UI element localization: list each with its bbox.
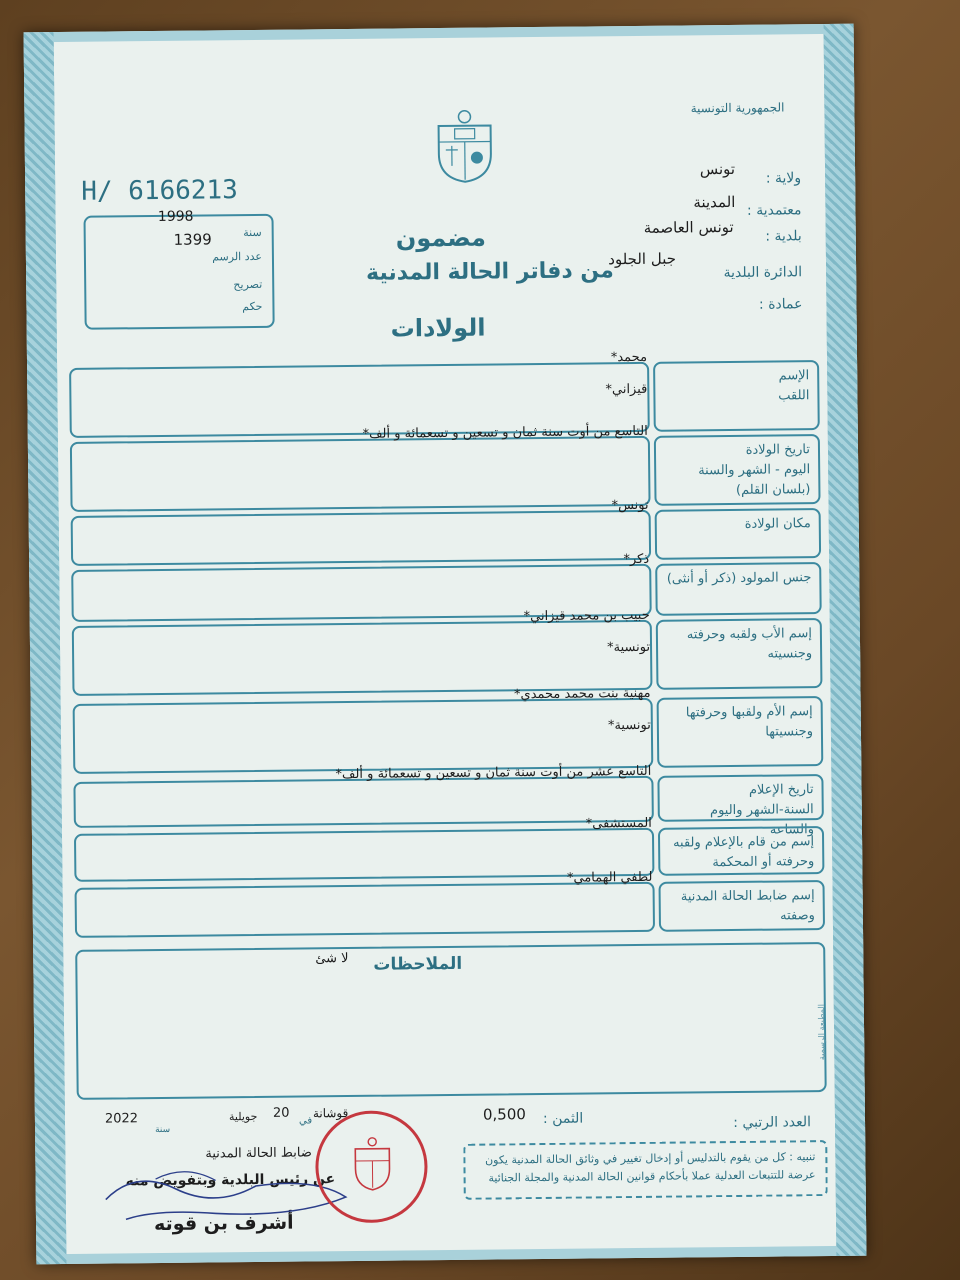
field-value-box-birth-date [70, 436, 651, 512]
field-label-birth-date [654, 434, 821, 506]
year-value: 1998 [157, 208, 194, 225]
field-value-mother-1: تونسية* [607, 717, 651, 734]
notes-label: الملاحظات [373, 953, 463, 975]
issue-year: 2022 [104, 1111, 139, 1127]
field-label-line: تاريخ الإعلام [748, 782, 814, 798]
municipality-value: تونس العاصمة [643, 217, 734, 237]
day-prefix: في [298, 1115, 313, 1127]
issue-month: جويلية [228, 1109, 258, 1124]
republic-label: الجمهورية التونسية [690, 100, 785, 116]
price-value: 0,500 [482, 1105, 526, 1124]
field-label-sex [655, 562, 822, 616]
title-line-2: من دفاتر الحالة المدنية [365, 258, 614, 286]
field-label-line: إسم ضابط الحالة المدنية [680, 888, 815, 905]
field-label-officer [659, 880, 826, 932]
field-value-birth-date-0: التاسع من أوت سنة ثمان و تسعين و تسعمائة و ألف* [362, 423, 648, 442]
field-label-line: وصفته [779, 908, 815, 924]
title-line-3: الولادات [390, 313, 486, 343]
field-label-name [653, 360, 820, 432]
field-value-name-0: محمد* [610, 349, 648, 366]
legal-notice: تنبيه : كل من يقوم بالتدليس أو إدخال تغيير في وثائق الحالة المدنية يكون عرضة للتتبعات العدلية عملا بأحكام قوانين الحالة المدنية والمجلة الجنائية [463, 1140, 828, 1200]
field-label-line: تاريخ الولادة [745, 442, 811, 458]
field-label-line: إسم الأم ولقبها وحرفتها [685, 704, 813, 721]
price-label: الثمن : [542, 1110, 584, 1127]
officer-label: ضابط الحالة المدنية [205, 1145, 312, 1162]
field-label-line: وجنسيتها [765, 724, 814, 740]
field-value-father-0: حبيب بن محمد قيزاني* [523, 607, 650, 625]
field-label-line: اليوم - الشهر والسنة [698, 462, 811, 479]
field-value-box-father [72, 620, 653, 696]
field-value-declaration-date-0: التاسع عشر من أوت سنة ثمان و تسعين و تسعمائة و ألف* [335, 763, 652, 783]
year-label: سنة [243, 225, 262, 240]
district-value: جبل الجلود [608, 249, 677, 269]
stamp-emblem-icon [352, 1136, 393, 1192]
field-label-line: إسم الأب ولقبه وحرفته [686, 626, 812, 643]
field-value-officer-0: لطفي الهمامي* [566, 869, 653, 886]
notes-box [75, 942, 827, 1100]
municipal-stamp [315, 1110, 428, 1223]
field-value-birth-place-0: تونس* [611, 497, 649, 514]
delegation-note: عن رئيس البلدية وبتفويض منه [125, 1171, 336, 1190]
delegation-value: المدينة [693, 192, 736, 212]
printer-mark: المطبعة الرسمية [816, 1004, 827, 1061]
field-label-line: وحرفته أو المحكمة [712, 854, 815, 871]
officer-name: أشرف بن قوته [153, 1211, 294, 1236]
field-label-declaration-date [657, 774, 823, 838]
judgment-label: حكم [242, 299, 263, 314]
notes-value: لا شئ [315, 951, 349, 967]
registry-box [83, 208, 274, 330]
field-label-line: الإسم [778, 368, 810, 384]
field-value-sex-0: ذكر* [623, 551, 650, 568]
field-label-line: وجنسيته [767, 646, 813, 662]
field-label-line: اللقب [778, 388, 810, 404]
state-label: ولاية : [765, 170, 802, 187]
record-number-label: عدد الرسم [212, 249, 262, 264]
issue-location: قوشانة [312, 1106, 349, 1121]
field-label-mother [657, 696, 824, 768]
municipality-label: بلدية : [765, 228, 802, 245]
field-value-box-declaration-date [73, 776, 653, 828]
field-value-mother-0: مهنية بنت محمد محمدي* [513, 685, 651, 703]
field-label-line: إسم من قام بالإعلام ولقبه [672, 834, 815, 851]
field-value-declarant-0: المستشفى* [585, 815, 652, 832]
field-label-line: السنة-الشهر واليوم والساعة [709, 802, 815, 838]
declaration-label: تصريح [233, 277, 263, 292]
district-label: الدائرة البلدية [723, 264, 803, 282]
field-value-box-mother [73, 698, 654, 774]
year-footer-label: سنة [155, 1124, 171, 1136]
record-number-value: 1399 [173, 230, 212, 249]
field-value-box-officer [75, 882, 655, 938]
field-label-declarant [658, 826, 824, 876]
imada-label: عمادة : [758, 296, 803, 313]
birth-certificate [24, 24, 867, 1265]
field-label-birth-place [655, 508, 822, 560]
field-value-father-1: تونسية* [607, 639, 651, 656]
title-line-1: مضمون [395, 223, 487, 253]
serial-number: H/ 6166213 [81, 175, 238, 207]
coat-of-arms-icon [434, 107, 495, 184]
field-label-line: مكان الولادة [744, 516, 811, 532]
delegation-label: معتمدية : [746, 202, 802, 219]
serial-label: العدد الرتبي : [733, 1114, 812, 1132]
field-value-box-birth-place [71, 510, 651, 566]
field-label-line: جنس المولود (ذكر أو أنثى) [666, 570, 812, 587]
field-value-name-1: قيزاني* [605, 381, 648, 398]
field-label-father [656, 618, 823, 690]
field-label-line: (بلسان القلم) [735, 482, 811, 499]
issue-day: 20 [272, 1105, 290, 1121]
state-value: تونس [699, 159, 736, 179]
